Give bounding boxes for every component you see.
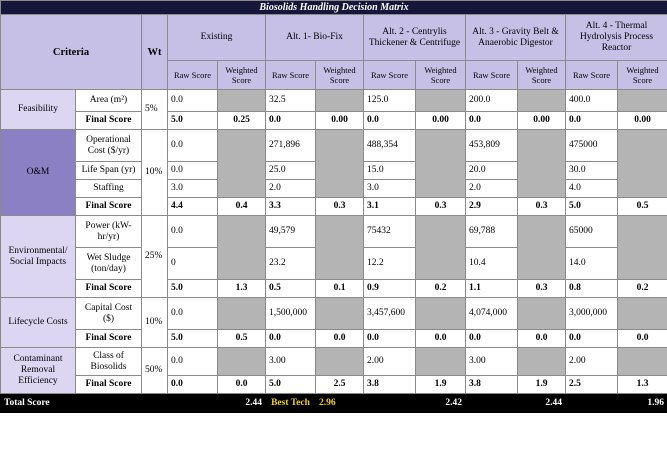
final-raw: 5.0 <box>168 112 218 130</box>
empty-cell <box>316 90 364 112</box>
raw-value: 1,500,000 <box>266 298 316 330</box>
raw-value: 0 <box>168 248 218 280</box>
final-raw: 5.0 <box>266 376 316 394</box>
final-weighted: 0.0 <box>316 330 364 348</box>
total-existing: 2.44 <box>218 394 266 413</box>
raw-value: 12.2 <box>364 248 416 280</box>
raw-value: 125.0 <box>364 90 416 112</box>
raw-score-header: Raw Score <box>168 61 218 90</box>
empty-cell <box>416 298 466 330</box>
weight-feasibility: 5% <box>142 90 168 130</box>
final-weighted: 0.3 <box>316 198 364 216</box>
weighted-score-header: Weighted Score <box>416 61 466 90</box>
raw-value: 453,809 <box>466 130 518 162</box>
final-weighted: 1.9 <box>518 376 566 394</box>
alt-header-4: Alt. 4 - Thermal Hydrolysis Process Reactor <box>566 15 667 61</box>
raw-value: 2.00 <box>566 348 618 376</box>
raw-value: 4.0 <box>566 180 618 198</box>
raw-value: 3.0 <box>168 180 218 198</box>
criterion-staffing: Staffing <box>76 180 142 198</box>
final-weighted: 0.25 <box>218 112 266 130</box>
final-raw: 5.0 <box>566 198 618 216</box>
empty-cell <box>618 130 667 198</box>
final-weighted: 1.3 <box>218 280 266 298</box>
final-score-label: Final Score <box>76 376 142 394</box>
criterion-area: Area (m²) <box>76 90 142 112</box>
raw-value: 75432 <box>364 216 416 248</box>
final-score-label: Final Score <box>76 330 142 348</box>
empty-cell <box>416 90 466 112</box>
criterion-power: Power (kW-hr/yr) <box>76 216 142 248</box>
empty-cell <box>618 348 667 376</box>
final-weighted: 0.4 <box>218 198 266 216</box>
empty-cell <box>416 216 466 280</box>
final-weighted: 2.5 <box>316 376 364 394</box>
final-weighted: 1.3 <box>618 376 667 394</box>
weight-contaminant: 50% <box>142 348 168 394</box>
raw-value: 14.0 <box>566 248 618 280</box>
final-raw: 0.0 <box>266 330 316 348</box>
empty-cell <box>518 298 566 330</box>
alt-header-3: Alt. 3 - Gravity Belt & Anaerobic Digestor <box>466 15 566 61</box>
raw-value: 3.00 <box>466 348 518 376</box>
raw-value: 271,896 <box>266 130 316 162</box>
final-score-label: Final Score <box>76 112 142 130</box>
final-raw: 4.4 <box>168 198 218 216</box>
final-raw: 2.9 <box>466 198 518 216</box>
raw-value: 0.0 <box>168 130 218 162</box>
weighted-score-header: Weighted Score <box>618 61 667 90</box>
raw-value: 0.0 <box>168 348 218 376</box>
wt-header: Wt <box>142 15 168 90</box>
empty-cell <box>218 90 266 112</box>
raw-value: 200.0 <box>466 90 518 112</box>
raw-value: 30.0 <box>566 162 618 180</box>
final-weighted: 0.1 <box>316 280 364 298</box>
final-raw: 0.0 <box>364 112 416 130</box>
final-weighted: 0.00 <box>518 112 566 130</box>
final-raw: 0.0 <box>266 112 316 130</box>
weight-om: 10% <box>142 130 168 216</box>
final-weighted: 0.2 <box>618 280 667 298</box>
empty-cell <box>618 216 667 280</box>
final-raw: 3.3 <box>266 198 316 216</box>
raw-value: 400.0 <box>566 90 618 112</box>
raw-value: 475000 <box>566 130 618 162</box>
raw-value: 69,788 <box>466 216 518 248</box>
total-alt4: 1.96 <box>618 394 667 413</box>
final-score-label: Final Score <box>76 280 142 298</box>
total-alt1: 2.96 <box>316 394 364 413</box>
raw-value: 23.2 <box>266 248 316 280</box>
total-alt3: 2.44 <box>518 394 566 413</box>
alt-header-1: Alt. 1- Bio-Fix <box>266 15 364 61</box>
matrix-title: Biosolids Handling Decision Matrix <box>1 1 667 15</box>
final-raw: 0.0 <box>566 330 618 348</box>
raw-value: 25.0 <box>266 162 316 180</box>
final-weighted: 0.0 <box>518 330 566 348</box>
empty-cell <box>618 298 667 330</box>
raw-value: 2.00 <box>364 348 416 376</box>
final-weighted: 0.3 <box>518 198 566 216</box>
raw-value: 2.0 <box>266 180 316 198</box>
empty-cell <box>618 90 667 112</box>
raw-value: 3,457,600 <box>364 298 416 330</box>
raw-value: 0.0 <box>168 216 218 248</box>
empty-cell <box>218 348 266 376</box>
total-alt2: 2.42 <box>416 394 466 413</box>
raw-value: 0.0 <box>168 90 218 112</box>
raw-value: 4,074,000 <box>466 298 518 330</box>
alt-header-existing: Existing <box>168 15 266 61</box>
raw-score-header: Raw Score <box>566 61 618 90</box>
criterion-operational-cost: Operational Cost ($/yr) <box>76 130 142 162</box>
raw-value: 3.00 <box>266 348 316 376</box>
final-raw: 0.5 <box>266 280 316 298</box>
final-weighted: 0.5 <box>618 198 667 216</box>
empty-cell <box>316 298 364 330</box>
empty-cell <box>316 130 364 198</box>
final-raw: 1.1 <box>466 280 518 298</box>
raw-value: 3.0 <box>364 180 416 198</box>
final-raw: 5.0 <box>168 280 218 298</box>
category-om: O&M <box>1 130 76 216</box>
raw-value: 49,579 <box>266 216 316 248</box>
final-raw: 3.8 <box>466 376 518 394</box>
category-lifecycle: Lifecycle Costs <box>1 298 76 348</box>
total-spacer <box>168 394 218 413</box>
raw-value: 10.4 <box>466 248 518 280</box>
raw-value: 488,354 <box>364 130 416 162</box>
raw-value: 32.5 <box>266 90 316 112</box>
final-weighted: 0.00 <box>316 112 364 130</box>
empty-cell <box>316 216 364 280</box>
raw-value: 3,000,000 <box>566 298 618 330</box>
final-raw: 5.0 <box>168 330 218 348</box>
empty-cell <box>518 130 566 198</box>
raw-value: 15.0 <box>364 162 416 180</box>
raw-value: 20.0 <box>466 162 518 180</box>
raw-value: 2.0 <box>466 180 518 198</box>
empty-cell <box>218 216 266 280</box>
final-weighted: 0.2 <box>416 280 466 298</box>
final-raw: 3.8 <box>364 376 416 394</box>
raw-score-header: Raw Score <box>266 61 316 90</box>
category-contaminant: Contaminant Removal Efficiency <box>1 348 76 394</box>
final-raw: 2.5 <box>566 376 618 394</box>
final-weighted: 0.3 <box>416 198 466 216</box>
final-score-label: Final Score <box>76 198 142 216</box>
weighted-score-header: Weighted Score <box>518 61 566 90</box>
final-weighted: 0.3 <box>518 280 566 298</box>
weight-environmental: 25% <box>142 216 168 298</box>
criterion-capital-cost: Capital Cost ($) <box>76 298 142 330</box>
final-weighted: 0.5 <box>218 330 266 348</box>
empty-cell <box>518 216 566 280</box>
raw-value: 65000 <box>566 216 618 248</box>
empty-cell <box>218 298 266 330</box>
criteria-header: Criteria <box>1 15 142 90</box>
final-weighted: 0.0 <box>618 330 667 348</box>
final-raw: 0.8 <box>566 280 618 298</box>
total-spacer <box>466 394 518 413</box>
best-tech-label: Best Tech <box>266 394 316 413</box>
final-raw: 3.1 <box>364 198 416 216</box>
weighted-score-header: Weighted Score <box>316 61 364 90</box>
weighted-score-header: Weighted Score <box>218 61 266 90</box>
raw-score-header: Raw Score <box>364 61 416 90</box>
final-weighted: 1.9 <box>416 376 466 394</box>
criterion-wet-sludge: Wet Sludge (ton/day) <box>76 248 142 280</box>
empty-cell <box>218 130 266 198</box>
weight-lifecycle: 10% <box>142 298 168 348</box>
final-raw: 0.0 <box>364 330 416 348</box>
total-spacer <box>566 394 618 413</box>
final-weighted: 0.00 <box>416 112 466 130</box>
category-feasibility: Feasibility <box>1 90 76 130</box>
criterion-class-of-biosolids: Class of Biosolids <box>76 348 142 376</box>
final-weighted: 0.0 <box>416 330 466 348</box>
total-score-label: Total Score <box>1 394 168 413</box>
final-raw: 0.0 <box>168 376 218 394</box>
final-raw: 0.9 <box>364 280 416 298</box>
total-spacer <box>364 394 416 413</box>
raw-value: 0.0 <box>168 298 218 330</box>
raw-value: 0.0 <box>168 162 218 180</box>
final-raw: 0.0 <box>466 330 518 348</box>
empty-cell <box>316 348 364 376</box>
empty-cell <box>518 348 566 376</box>
category-environmental: Environmental/ Social Impacts <box>1 216 76 298</box>
final-raw: 0.0 <box>466 112 518 130</box>
final-raw: 0.0 <box>566 112 618 130</box>
final-weighted: 0.00 <box>618 112 667 130</box>
criterion-life-span: Life Span (yr) <box>76 162 142 180</box>
final-weighted: 0.0 <box>218 376 266 394</box>
alt-header-2: Alt. 2 - Centrylis Thickener & Centrifuge <box>364 15 466 61</box>
empty-cell <box>518 90 566 112</box>
empty-cell <box>416 348 466 376</box>
raw-score-header: Raw Score <box>466 61 518 90</box>
empty-cell <box>416 130 466 198</box>
